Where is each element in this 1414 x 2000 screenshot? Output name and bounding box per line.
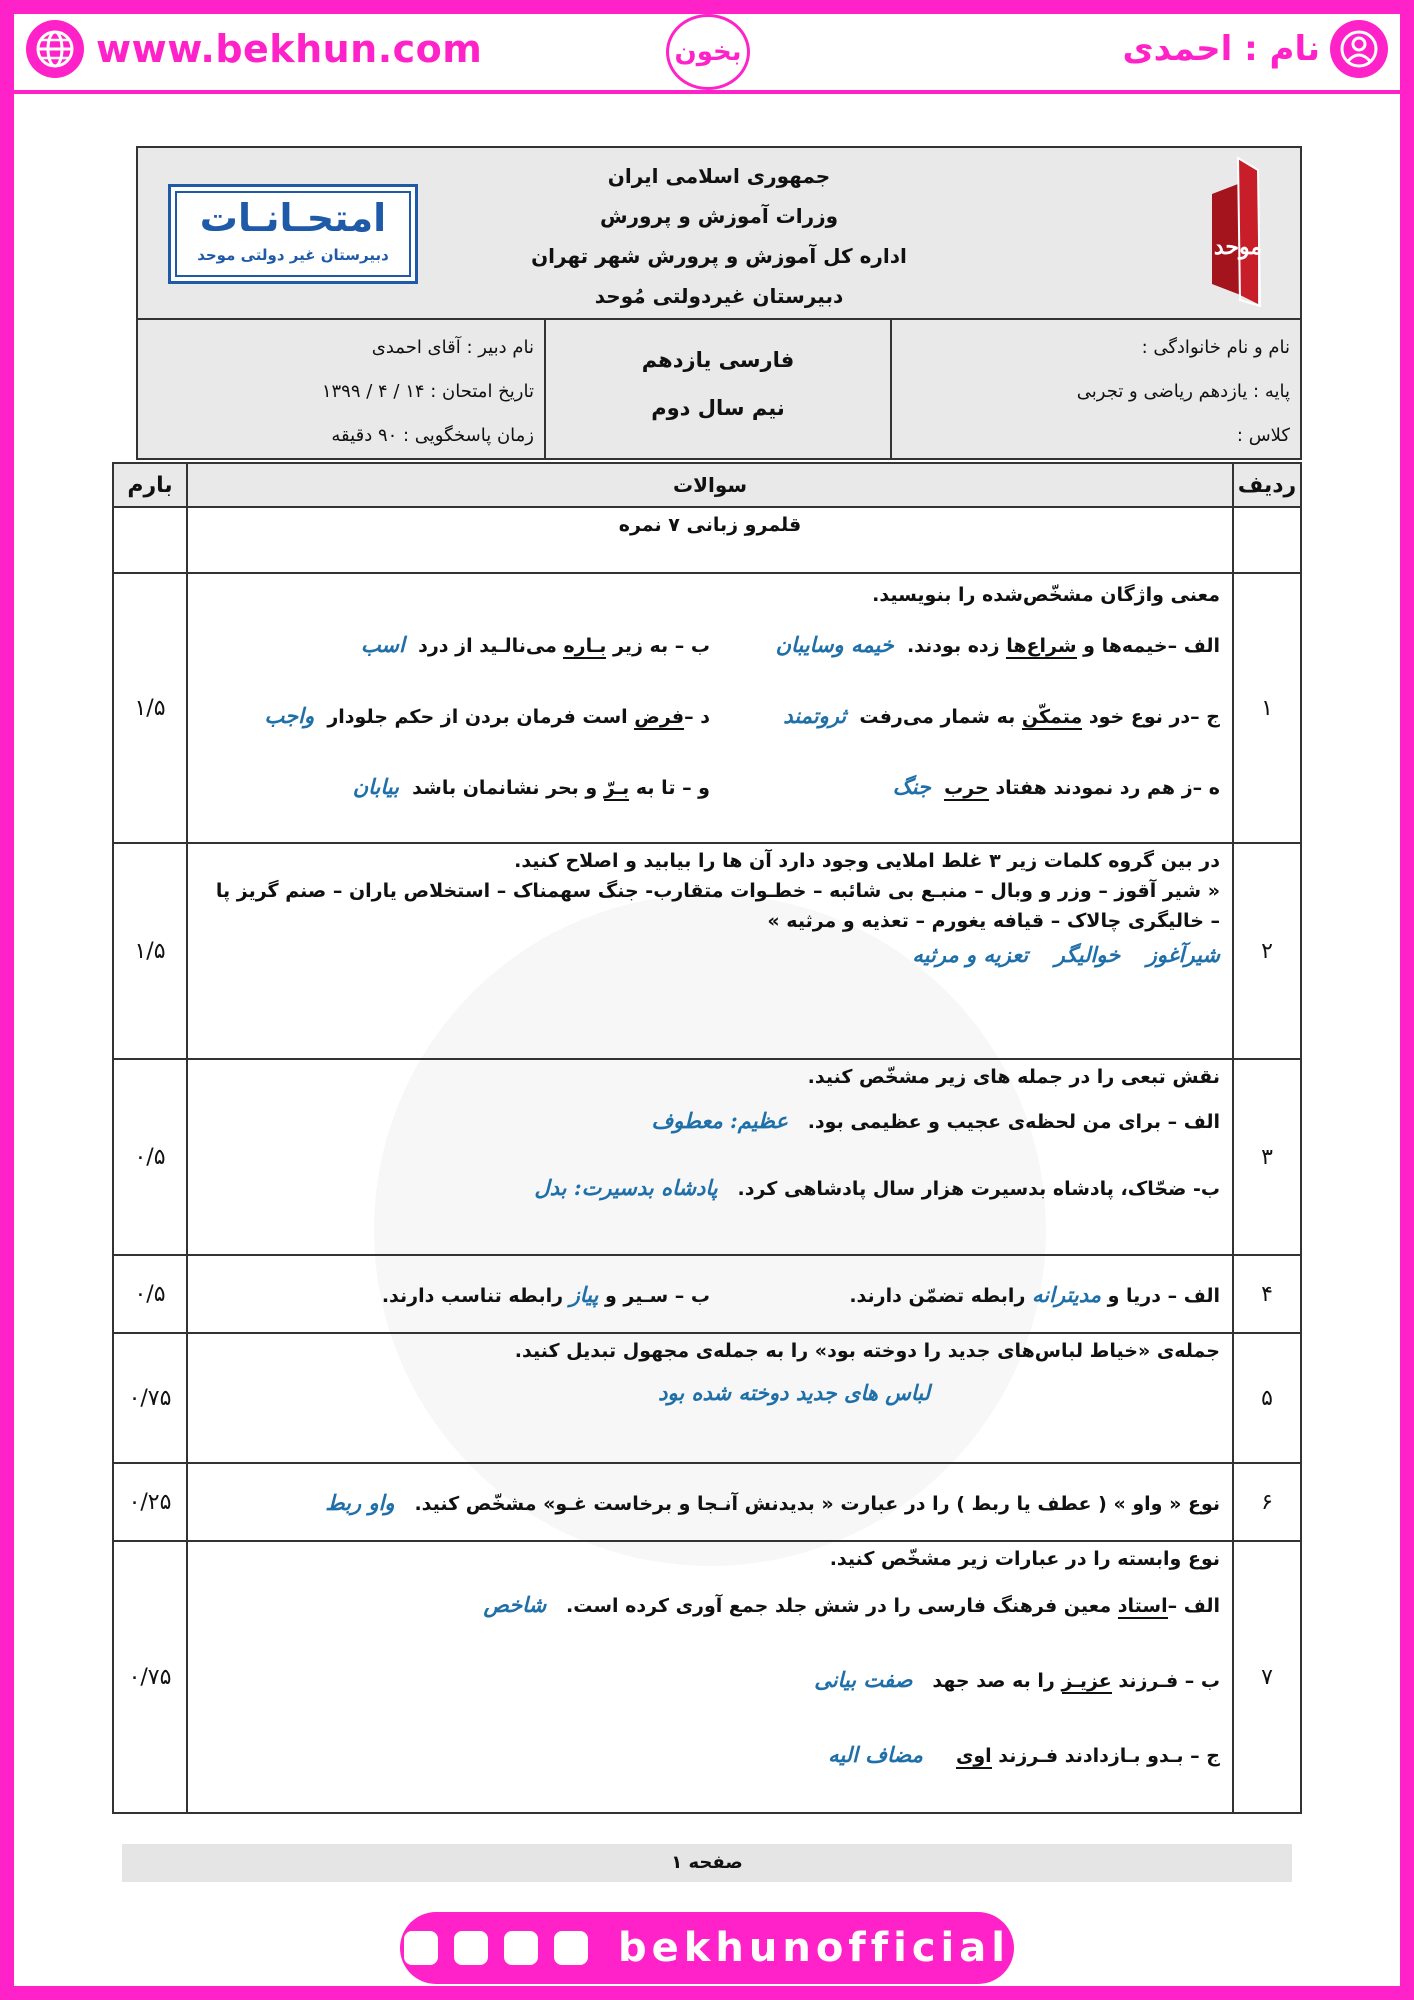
question-number: ۴	[1233, 1255, 1301, 1333]
answer-text: مضاف الیه	[828, 1742, 923, 1767]
question-barem: ۱/۵	[113, 843, 187, 1059]
grade-label: پایه : یازدهم ریاضی و تجربی	[1076, 381, 1290, 402]
emblem-text: موحد	[1213, 234, 1263, 260]
question-number: ۳	[1233, 1059, 1301, 1255]
institution-line: وزرات آموزش و پرورش	[599, 204, 839, 228]
term-title: نیم سال دوم	[651, 396, 785, 420]
table-row	[113, 843, 1301, 1059]
student-info	[890, 320, 1300, 460]
question-prompt: جمله‌ی «خیاط لباس‌های جدید را دوخته بود» را به جمله‌ی مجهول تبدیل کنید.	[514, 1340, 1220, 1362]
exam-duration: زمان پاسخگویی : ۹۰ دقیقه	[331, 425, 534, 446]
answer-text: عظیم: معطوف	[651, 1108, 788, 1133]
site-link[interactable]	[26, 18, 482, 80]
question-number: ۱	[1233, 573, 1301, 843]
table-row	[113, 1463, 1301, 1541]
question-prompt: نقش تبعی را در جمله های زیر مشخّص کنید.	[807, 1066, 1220, 1088]
question-barem: ۰/۵	[113, 1059, 187, 1255]
question-barem: ۰/۷۵	[113, 1333, 187, 1463]
table-header-row	[113, 463, 1301, 507]
question-cell	[187, 1059, 1233, 1255]
answer-text: پادشاه بدسیرت: بدل	[534, 1175, 718, 1200]
item-a: الف –استاد معین فرهنگ فارسی را در شش جلد جمع آوری کرده است. شاخص	[483, 1592, 1220, 1617]
exam-stamp	[168, 184, 418, 284]
answer-text: خیمه وسایبان	[775, 632, 894, 657]
table-row	[113, 1333, 1301, 1463]
answer-text: تعزیه و مرثیه	[912, 942, 1029, 967]
answer-text: اسب	[360, 632, 405, 657]
question-barem: ۰/۵	[113, 1255, 187, 1333]
answer-text: شیرآغوز	[1146, 942, 1220, 967]
answer-text: صفت بیانی	[814, 1667, 913, 1692]
subject-info	[544, 320, 890, 460]
question-cell	[187, 1463, 1233, 1541]
question-cell	[187, 1333, 1233, 1463]
question-prompt: نوع وابسته را در عبارات زیر مشخّص کنید.	[829, 1548, 1220, 1570]
item-text: ب- ضحّاک، پادشاه بدسیرت هزار سال پادشاهی کرد.	[737, 1178, 1220, 1200]
item-a: الف –خیمه‌ها و شراع‌ها زده بودند. خیمه وسایبان	[775, 632, 1220, 657]
question-cell	[187, 843, 1233, 1059]
col-barem: بارم	[113, 463, 187, 507]
student-name: نام : احمدی	[1122, 29, 1320, 69]
section-title: قلمرو زبانی ۷ نمره	[187, 507, 1233, 573]
youtube-icon[interactable]	[454, 1931, 488, 1965]
class-label: کلاس :	[1236, 425, 1290, 446]
teacher-name: نام دبیر : آقای احمدی	[371, 337, 534, 358]
institution-line: اداره کل آموزش و پرورش شهر تهران	[531, 244, 907, 268]
questions-table	[112, 462, 1302, 1814]
stamp-subtitle: دبیرستان غیر دولتی موحد	[197, 246, 389, 264]
globe-icon	[26, 20, 84, 78]
aparat-icon[interactable]	[404, 1931, 438, 1965]
answer-text: واجب	[264, 703, 315, 728]
answer-text: مدیترانه	[1032, 1281, 1101, 1307]
social-bar[interactable]	[400, 1912, 1014, 1984]
item-b: ب – فـرزند عزیـز را به صد جهد صفت بیانی	[814, 1667, 1220, 1692]
question-barem: ۰/۲۵	[113, 1463, 187, 1541]
table-row	[113, 1059, 1301, 1255]
exam-info	[138, 320, 1300, 460]
question-cell	[187, 1541, 1233, 1813]
school-emblem-icon	[1198, 154, 1276, 312]
word-list-line: – خالیگری چالاک – قیافه یغورم – تعذیه و مرثیه »	[767, 910, 1220, 932]
answer-text: بیابان	[352, 774, 399, 799]
question-number: ۲	[1233, 843, 1301, 1059]
col-radif: ردیف	[1233, 463, 1301, 507]
student-name-label: نام و نام خانوادگی :	[1141, 337, 1290, 358]
answer-text: لباس های جدید دوخته شده بود	[658, 1380, 930, 1405]
question-prompt: نوع « واو » ( عطف یا ربط ) را در عبارت « بدیدنش آنـجا و برخاست غـو» مشخّص کنید.	[414, 1492, 1220, 1515]
answer-text: جنگ	[892, 774, 931, 799]
telegram-icon[interactable]	[504, 1931, 538, 1965]
question-number: ۵	[1233, 1333, 1301, 1463]
subject-title: فارسی یازدهم	[641, 348, 795, 372]
item-d: د –فرض است فرمان بردن از حکم جلودار واجب	[264, 703, 710, 728]
page-number: صفحه ۱	[122, 1844, 1292, 1882]
table-row	[113, 573, 1301, 843]
col-questions: سوالات	[187, 463, 1233, 507]
exam-meta	[138, 320, 544, 460]
site-url[interactable]: www.bekhun.com	[96, 27, 483, 71]
word-list-line: « شیر آقوز – وزر و وبال – منبـع بی شائبه – خطـوات متقارب- جنگ سهمناک – استخلاص یاران – صنم گریز پا	[215, 880, 1220, 902]
answer-text: پیاز	[569, 1281, 599, 1307]
stamp-title: امتحـانـات	[199, 196, 387, 240]
table-row	[113, 1255, 1301, 1333]
brand-logo	[666, 14, 750, 90]
question-number: ۷	[1233, 1541, 1301, 1813]
institution-line: دبیرستان غیردولتی مُوحد	[594, 284, 844, 308]
item-c: ج –در نوع خود متمکّن به شمار می‌رفت ثروتمند	[783, 703, 1220, 728]
social-handle[interactable]: bekhunofficial	[618, 1925, 1010, 1971]
answer-text: شاخص	[483, 1592, 547, 1617]
exam-header-top	[138, 148, 1300, 320]
question-cell: الف – دریا و مدیترانه رابطه تضمّن دارند. ب – سـیر و پیاز رابطه تناسب دارند.	[187, 1255, 1233, 1333]
question-number: ۶	[1233, 1463, 1301, 1541]
item-c: ج – بـدو بـازدادند فـرزند اوی مضاف الیه	[828, 1742, 1220, 1767]
question-prompt: در بین گروه کلمات زیر ۳ غلط املایی وجود دارد آن ها را بیابید و اصلاح کنید.	[514, 850, 1220, 872]
exam-date: تاریخ امتحان : ۱۴ / ۴ / ۱۳۹۹	[321, 381, 534, 402]
institution-line: جمهوری اسلامی ایران	[607, 164, 831, 188]
instagram-icon[interactable]	[554, 1931, 588, 1965]
answer-text: واو ربط	[325, 1489, 395, 1515]
question-barem: ۱/۵	[113, 573, 187, 843]
question-prompt: معنی واژگان مشخّص‌شده را بنویسید.	[872, 584, 1220, 606]
item-b: ب – به زیر بـاره می‌نالـید از درد اسب	[360, 632, 710, 657]
section-row	[113, 507, 1301, 573]
table-row	[113, 1541, 1301, 1813]
item-f: و – تا به بـرّ و بحر نشانمان باشد بیابان	[352, 774, 710, 799]
answer-text: خوالیگر	[1054, 942, 1121, 967]
item-e: ه –ز هم رد نمودند هفتاد حرب جنگ	[892, 774, 1220, 799]
item-text: الف – برای من لحظه‌ی عجیب و عظیمی بود.	[807, 1111, 1220, 1133]
user-icon	[1330, 20, 1388, 78]
student-name-badge	[1123, 18, 1388, 80]
answer-text: ثروتمند	[783, 703, 847, 728]
question-cell	[187, 573, 1233, 843]
exam-header	[136, 146, 1302, 460]
brand-logo-text: بخون	[674, 37, 742, 67]
question-barem: ۰/۷۵	[113, 1541, 187, 1813]
